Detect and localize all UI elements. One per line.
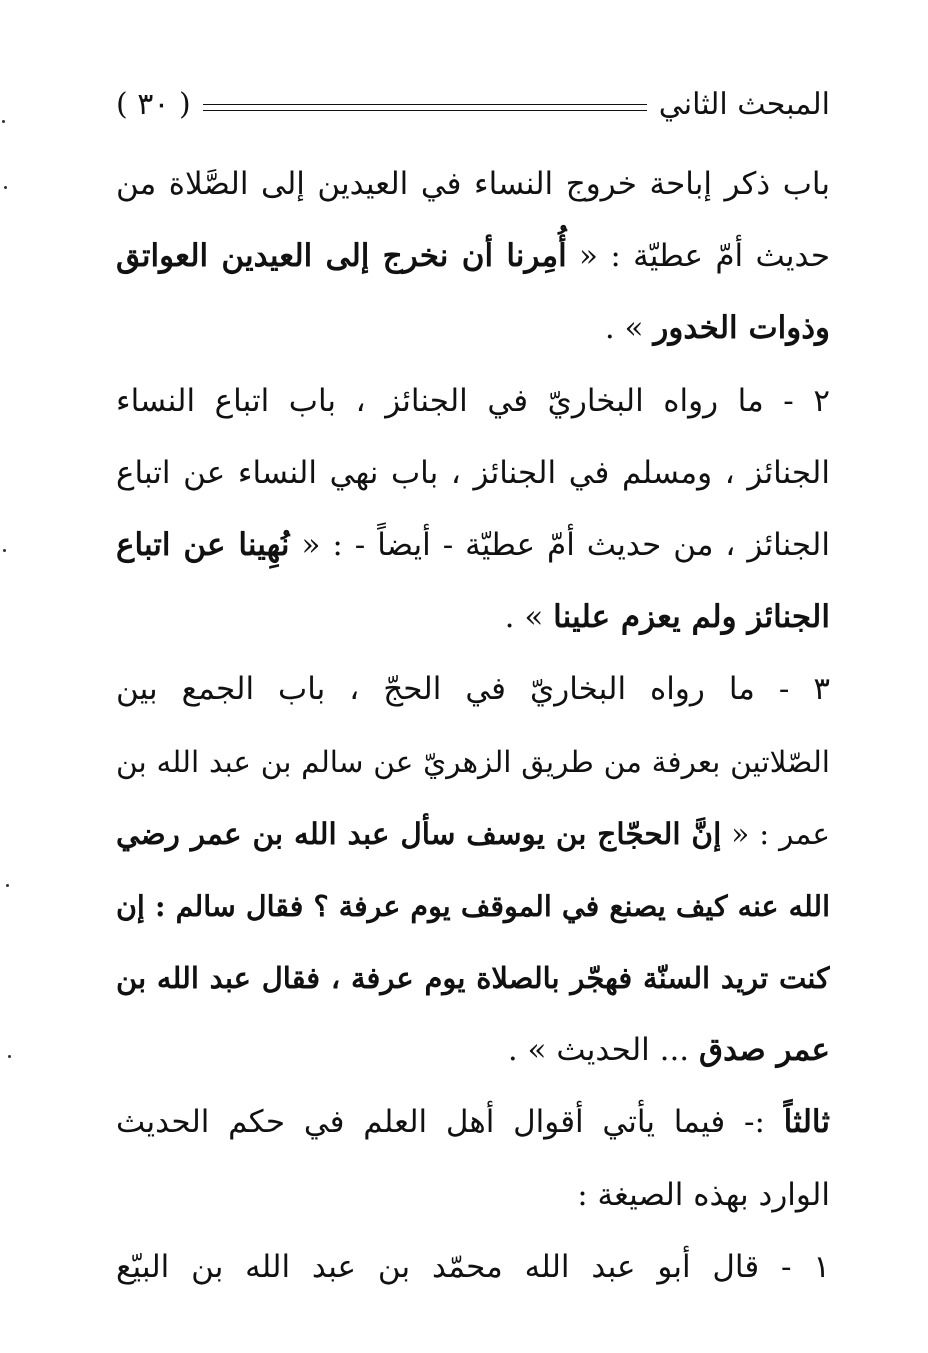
- chapter-title: المبحث الثاني: [658, 86, 830, 122]
- edge-mark: [8, 1055, 11, 1058]
- text-segment: الجنائز ، ومسلم في الجنائز ، باب نهي النساء عن اتباع: [116, 454, 830, 491]
- text-segment: ... الحديث » .: [507, 1032, 700, 1069]
- bold-segment: ثالثاً: [783, 1104, 830, 1141]
- text-line: [116, 509, 830, 581]
- text-line: [116, 942, 830, 1014]
- body-text: [116, 148, 830, 1303]
- bold-segment: عمر صدق: [699, 1032, 830, 1069]
- header-rule: [203, 104, 647, 111]
- bold-segment: إنَّ الحجّاج بن يوسف سأل عبد الله بن عمر رضي: [116, 815, 722, 851]
- text-line: [116, 1014, 830, 1086]
- text-segment: عمر : «: [721, 816, 830, 851]
- text-line: [116, 581, 830, 653]
- text-segment: » .: [504, 599, 554, 636]
- edge-mark: [3, 549, 6, 552]
- text-segment: حديث أمّ عطيّة : «: [566, 238, 830, 275]
- edge-mark: [4, 186, 7, 189]
- text-segment: الجنائز ، من حديث أمّ عطيّة - أيضاً - : «: [289, 526, 830, 563]
- text-line: [116, 798, 830, 870]
- text-segment: » .: [604, 310, 654, 347]
- text-line: [116, 653, 830, 725]
- text-line: [116, 437, 830, 509]
- text-segment: الصّلاتين بعرفة من طريق الزهريّ عن سالم بن عبد الله بن: [116, 744, 830, 779]
- page-header: [116, 78, 830, 130]
- edge-mark: [6, 884, 9, 887]
- text-line: [116, 365, 830, 437]
- text-segment: الوارد بهذه الصيغة :: [577, 1176, 830, 1213]
- text-line: [116, 220, 830, 292]
- bold-segment: وذوات الخدور: [653, 310, 830, 347]
- text-line: [116, 870, 830, 942]
- text-line: [116, 148, 830, 220]
- bold-segment: الجنائز ولم يعزم علينا: [553, 599, 830, 636]
- bold-segment: الله عنه كيف يصنع في الموقف يوم عرفة ؟ فقال سالم : إن: [116, 888, 830, 923]
- bold-segment: كنت تريد السنّة فهجّر بالصلاة يوم عرفة ، فقال عبد الله بن: [116, 961, 830, 996]
- text-line: [116, 292, 830, 364]
- page-number: ( ٣٠ ): [116, 86, 191, 122]
- text-segment: ٢ - ما رواه البخاريّ في الجنائز ، باب اتباع النساء: [116, 382, 830, 419]
- bold-segment: أُمِرنا أن نخرج إلى العيدين العواتق: [116, 238, 567, 275]
- text-line: [116, 1159, 830, 1231]
- text-segment: :- فيما يأتي أقوال أهل العلم في حكم الحديث: [116, 1104, 784, 1141]
- text-line: [116, 1086, 830, 1158]
- text-segment: ١ - قال أبو عبد الله محمّد بن عبد الله بن البيّع: [116, 1248, 830, 1285]
- bold-segment: نُهِينا عن اتباع: [116, 526, 290, 563]
- text-segment: باب ذكر إباحة خروج النساء في العيدين إلى الصَّلاة من: [116, 166, 830, 202]
- text-segment: ٣ - ما رواه البخاريّ في الحجّ ، باب الجمع بين: [116, 671, 830, 708]
- edge-mark: [2, 120, 5, 123]
- text-line: [116, 726, 830, 798]
- text-line: [116, 1231, 830, 1303]
